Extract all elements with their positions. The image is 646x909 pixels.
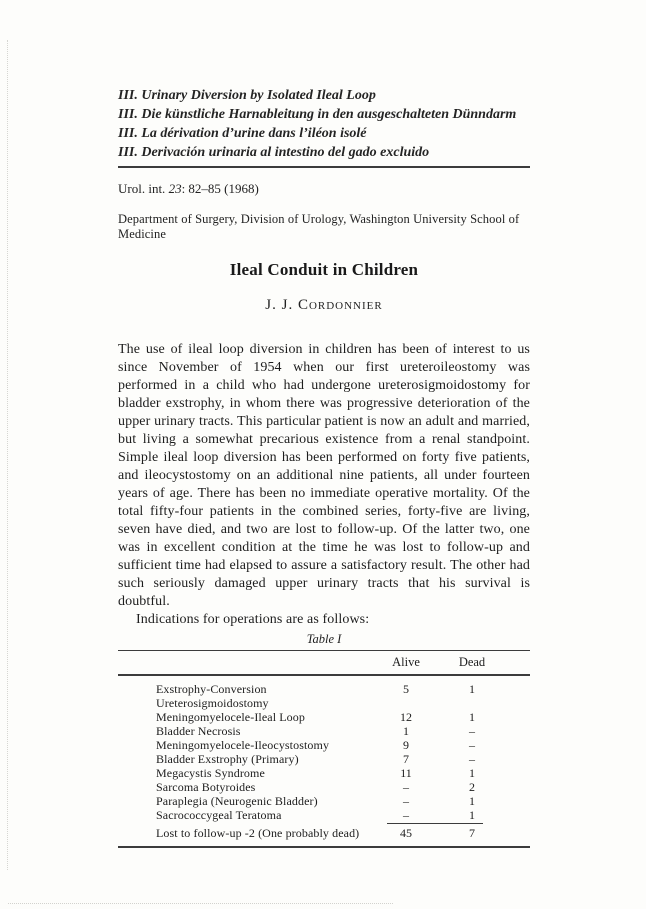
column-header-alive: Alive: [392, 655, 420, 669]
row-label: Bladder Exstrophy (Primary): [156, 752, 299, 766]
series-title-spanish: III. Derivación urinaria al intestino del gado excluido: [118, 145, 430, 160]
table-row: [118, 780, 530, 794]
row-dead-value: 1: [469, 766, 475, 780]
row-alive-value: –: [403, 808, 409, 822]
citation-pages: : 82–85 (1968): [181, 181, 259, 196]
table-row: [118, 766, 530, 780]
row-dead-value: –: [469, 752, 475, 766]
body-paragraph: The use of ileal loop diversion in children has been of interest to us since November of 1954 when our first ureteroileostomy was performed in a child who had undergone ureterosigmoidostomy for bladder exstrophy, in whom there was progressive deterioration of the upper urinary tracts. This particular patient is now an adult and married, but living a somewhat precarious existence from a renal standpoint. Simple ileal loop diversion has been performed on forty five patients, and ileocystostomy on an additional nine patients, all under fourteen years of age. There has been no immediate operative mortality. Of the total fifty-four patients in the combined series, forty-five are living, seven have died, and two are lost to follow-up. Of the latter two, one was in excellent condition at the time he was lost to follow-up and sufficient time had elapsed to assure a satisfactory result. The other had such seriously damaged upper urinary tracts that his survival is doubtful.: [118, 342, 530, 609]
table-row: [118, 808, 530, 822]
article-title: Ileal Conduit in Children: [229, 260, 419, 279]
table-1: [118, 632, 530, 848]
row-alive-value: 9: [403, 738, 409, 752]
total-dead-value: 7: [469, 826, 475, 840]
row-dead-value: 1: [469, 808, 475, 822]
citation-journal: Urol. int.: [118, 181, 169, 196]
header-divider-rule: [118, 166, 530, 168]
row-label: Bladder Necrosis: [156, 724, 241, 738]
row-alive-value: –: [403, 794, 409, 808]
series-title-english: III. Urinary Diversion by Isolated Ileal Loop: [118, 88, 376, 103]
total-row-label: Lost to follow-up -2 (One probably dead): [156, 826, 360, 840]
row-dead-value: –: [469, 738, 475, 752]
table-total-row: [118, 824, 530, 843]
row-label: Exstrophy-Conversion Ureterosigmoidostomy: [156, 682, 269, 710]
table-row: [118, 682, 530, 710]
table-row: [118, 724, 530, 738]
indications-line: Indications for operations are as follows:: [136, 612, 370, 627]
row-alive-value: 5: [403, 682, 409, 696]
row-label: Megacystis Syndrome: [156, 766, 265, 780]
scan-artifact-bottom-edge: [8, 903, 393, 904]
row-dead-value: 1: [469, 710, 475, 724]
table-row: [118, 752, 530, 766]
table-row: [118, 710, 530, 724]
row-alive-value: 11: [400, 766, 412, 780]
row-label: Paraplegia (Neurogenic Bladder): [156, 794, 318, 808]
total-alive-value: 45: [400, 826, 412, 840]
table-header-row: [118, 651, 530, 674]
affiliation-line: Department of Surgery, Division of Urology, Washington University School of Medicine: [118, 212, 520, 241]
table-row: [118, 794, 530, 808]
row-alive-value: –: [403, 780, 409, 794]
series-title-block: [118, 86, 530, 162]
author-name: J. J. Cordonnier: [265, 297, 383, 313]
row-dead-value: –: [469, 724, 475, 738]
table-row: [118, 738, 530, 752]
table-bottom-rule: [118, 846, 530, 848]
citation-volume: 23: [168, 181, 182, 196]
row-alive-value: 12: [400, 710, 412, 724]
series-title-german: III. Die künstliche Harnableitung in den ausgeschalteten Dünndarm: [118, 107, 517, 122]
row-dead-value: 2: [469, 780, 475, 794]
column-header-dead: Dead: [458, 655, 486, 669]
row-label: Sacrococcygeal Teratoma: [156, 808, 282, 822]
row-alive-value: 1: [403, 724, 409, 738]
page-content: [118, 0, 530, 848]
table-caption: Table I: [306, 632, 342, 646]
row-dead-value: 1: [469, 794, 475, 808]
scan-artifact-left-edge: [7, 40, 8, 870]
row-dead-value: 1: [469, 682, 475, 696]
row-alive-value: 7: [403, 752, 409, 766]
row-label: Sarcoma Botyroides: [156, 780, 256, 794]
journal-citation: [118, 181, 530, 197]
table-body: [118, 676, 530, 822]
series-title-french: III. La dérivation d’urine dans l’iléon isolé: [118, 126, 367, 141]
row-label: Meningomyelocele-Ileocystostomy: [156, 738, 330, 752]
row-label: Meningomyelocele-Ileal Loop: [156, 710, 305, 724]
